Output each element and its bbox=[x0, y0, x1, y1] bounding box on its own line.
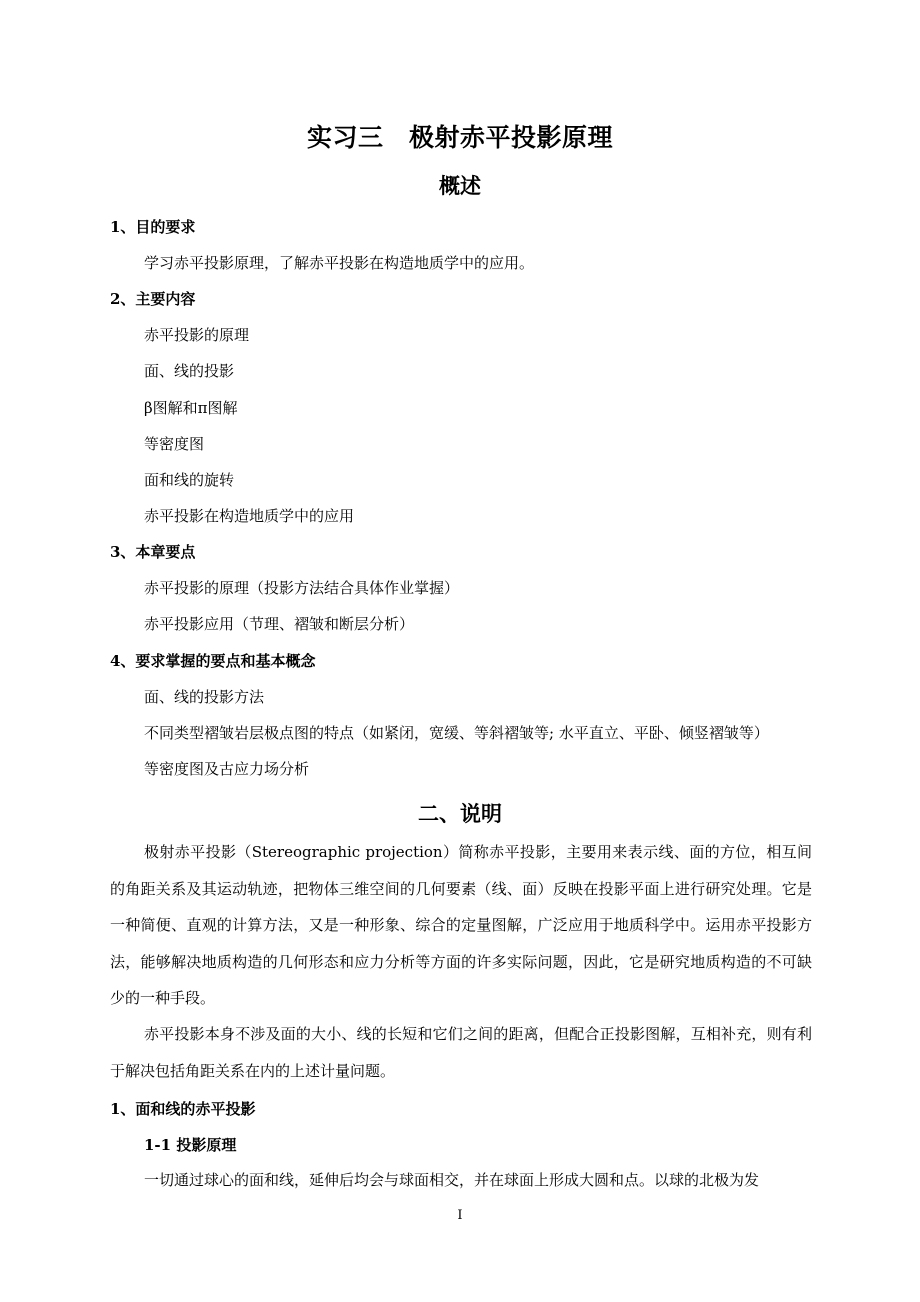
list-item: 面和线的旋转 bbox=[144, 471, 235, 489]
list-item: 面、线的投影方法 bbox=[144, 688, 265, 706]
section-heading-contents: 2、主要内容 bbox=[110, 290, 196, 308]
list-item: 赤平投影的原理（投影方法结合具体作业掌握） bbox=[144, 579, 460, 597]
list-item: 不同类型褶皱岩层极点图的特点（如紧闭，宽缓、等斜褶皱等; 水平直立、平卧、倾竖褶皱等） bbox=[144, 724, 769, 742]
principle-paragraph: 一切通过球心的面和线，延伸后均会与球面相交，并在球面上形成大圆和点。以球的北极为发 bbox=[144, 1171, 760, 1189]
list-item: 赤平投影的原理 bbox=[144, 326, 250, 344]
explanation-title: 二、说明 bbox=[418, 801, 502, 826]
list-item: 赤平投影在构造地质学中的应用 bbox=[144, 507, 355, 525]
section-heading-projection: 1、面和线的赤平投影 bbox=[110, 1100, 256, 1118]
section-heading-key-points: 3、本章要点 bbox=[110, 543, 196, 561]
list-item: β图解和π图解 bbox=[144, 399, 238, 417]
list-item: 等密度图 bbox=[144, 435, 205, 453]
list-item: 等密度图及古应力场分析 bbox=[144, 760, 310, 778]
list-item: 面、线的投影 bbox=[144, 362, 235, 380]
list-item: 赤平投影应用（节理、褶皱和断层分析） bbox=[144, 615, 415, 633]
section-heading-purpose: 1、目的要求 bbox=[110, 218, 196, 236]
page-number: I bbox=[457, 1208, 463, 1223]
list-item: 学习赤平投影原理，了解赤平投影在构造地质学中的应用。 bbox=[144, 254, 535, 272]
overview-heading: 概述 bbox=[439, 173, 481, 198]
page-title: 实习三 极射赤平投影原理 bbox=[306, 123, 613, 152]
subsection-heading-principle: 1-1 投影原理 bbox=[144, 1136, 237, 1154]
explanation-paragraph-2: 赤平投影本身不涉及面的大小、线的长短和它们之间的距离，但配合正投影图解，互相补充，则有利于解决包括角距关系在内的上述计量问题。 bbox=[110, 1025, 812, 1080]
section-heading-concepts: 4、要求掌握的要点和基本概念 bbox=[110, 652, 316, 670]
explanation-paragraph-1: 极射赤平投影（Stereographic projection）简称赤平投影，主要用来表示线、面的方位，相互间的角距关系及其运动轨迹，把物体三维空间的几何要素（线、面）反映在投影平面上进行研究处理。它是一种简便、直观的计算方法，又是一种形象、综合的定量图解，广泛应用于地质科学中。运用赤平投影方法，能够解决地质构造的几何形态和应力分析等方面的许多实际问题，因此，它是研究地质构造的不可缺少的一种手段。 bbox=[110, 843, 812, 1007]
